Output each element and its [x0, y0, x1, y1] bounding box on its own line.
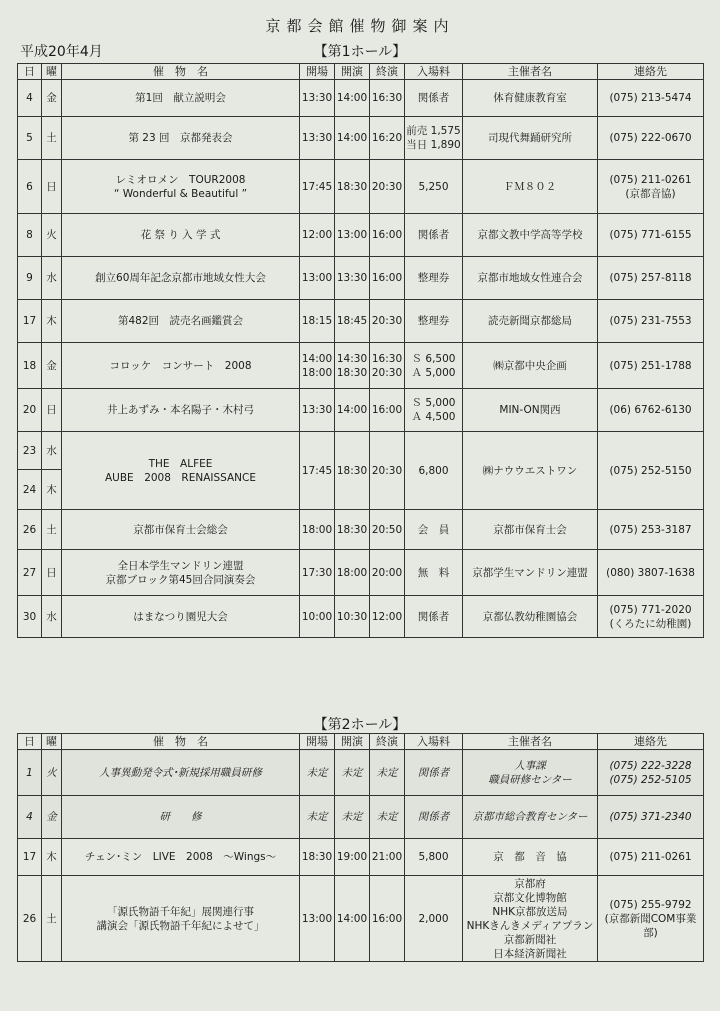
- event-cell: レミオロメン TOUR2008 “ Wonderful & Beautiful ”: [62, 160, 300, 214]
- contact-cell: (075) 253-3187: [598, 510, 704, 550]
- event-cell: THE ALFEE AUBE 2008 RENAISSANCE: [62, 432, 300, 510]
- end-time-cell: 16:30 20:30: [370, 343, 405, 389]
- fee-cell: 関係者: [405, 214, 463, 257]
- day-cell: 24: [18, 470, 42, 510]
- fee-cell: 関係者: [405, 596, 463, 638]
- open-time-cell: 17:45: [300, 432, 335, 510]
- open-time-cell: 13:30: [300, 389, 335, 432]
- table-row: [18, 160, 704, 214]
- organizer-cell: 京 都 音 協: [463, 839, 598, 876]
- header-fee: 入場料: [405, 64, 463, 80]
- table-row: [18, 596, 704, 638]
- open-time-cell: 12:00: [300, 214, 335, 257]
- contact-cell: (075) 371-2340: [598, 796, 704, 839]
- contact-cell: (080) 3807-1638: [598, 550, 704, 596]
- end-time-cell: 16:00: [370, 257, 405, 300]
- table-row: [18, 389, 704, 432]
- contact-cell: (075) 251-1788: [598, 343, 704, 389]
- end-time-cell: 16:20: [370, 117, 405, 160]
- weekday-cell: 水: [42, 432, 62, 470]
- table-row: [18, 550, 704, 596]
- organizer-cell: 読売新聞京都総局: [463, 300, 598, 343]
- event-cell: 「源氏物語千年紀」展関連行事 講演会「源氏物語千年紀によせて」: [62, 876, 300, 962]
- organizer-cell: 京都市地域女性連合会: [463, 257, 598, 300]
- table-row: [18, 300, 704, 343]
- fee-cell: 6,800: [405, 432, 463, 510]
- day-cell: 4: [18, 796, 42, 839]
- organizer-cell: ＦＭ８０２: [463, 160, 598, 214]
- day-cell: 4: [18, 80, 42, 117]
- table-row: [18, 117, 704, 160]
- open-time-cell: 未定: [300, 796, 335, 839]
- start-time-cell: 14:00: [335, 80, 370, 117]
- day-cell: 20: [18, 389, 42, 432]
- fee-cell: 関係者: [405, 750, 463, 796]
- end-time-cell: 未定: [370, 750, 405, 796]
- fee-cell: 整理券: [405, 257, 463, 300]
- open-time-cell: 14:00 18:00: [300, 343, 335, 389]
- contact-cell: (075) 231-7553: [598, 300, 704, 343]
- weekday-cell: 日: [42, 550, 62, 596]
- day-cell: 17: [18, 300, 42, 343]
- header-open: 開場: [300, 734, 335, 750]
- event-cell: はまなつり園児大会: [62, 596, 300, 638]
- open-time-cell: 13:00: [300, 876, 335, 962]
- header-weekday: 曜: [42, 64, 62, 80]
- organizer-cell: 京都学生マンドリン連盟: [463, 550, 598, 596]
- end-time-cell: 20:30: [370, 432, 405, 510]
- weekday-cell: 金: [42, 796, 62, 839]
- end-time-cell: 20:30: [370, 160, 405, 214]
- weekday-cell: 土: [42, 876, 62, 962]
- fee-cell: 2,000: [405, 876, 463, 962]
- contact-cell: (075) 771-6155: [598, 214, 704, 257]
- event-cell: 京都市保育士会総会: [62, 510, 300, 550]
- header-weekday: 曜: [42, 734, 62, 750]
- day-cell: 30: [18, 596, 42, 638]
- header-end: 終演: [370, 734, 405, 750]
- open-time-cell: 18:15: [300, 300, 335, 343]
- contact-cell: (075) 255-9792 (京都新聞COM事業部): [598, 876, 704, 962]
- table-row: [18, 432, 704, 470]
- date-label: 平成20年4月: [20, 44, 103, 60]
- header-end: 終演: [370, 64, 405, 80]
- start-time-cell: 13:30: [335, 257, 370, 300]
- table-row: [18, 214, 704, 257]
- organizer-cell: 京都文教中学高等学校: [463, 214, 598, 257]
- day-cell: 17: [18, 839, 42, 876]
- weekday-cell: 水: [42, 596, 62, 638]
- open-time-cell: 17:45: [300, 160, 335, 214]
- contact-cell: (075) 211-0261 (京都音協): [598, 160, 704, 214]
- weekday-cell: 金: [42, 80, 62, 117]
- header-event: 催 物 名: [62, 734, 300, 750]
- organizer-cell: 人事課 職員研修センター: [463, 750, 598, 796]
- contact-cell: (075) 222-0670: [598, 117, 704, 160]
- event-cell: コロッケ コンサート 2008: [62, 343, 300, 389]
- organizer-cell: 京都市保育士会: [463, 510, 598, 550]
- header-fee: 入場料: [405, 734, 463, 750]
- page-title: 京都会館催物御案内: [265, 17, 455, 35]
- weekday-cell: 木: [42, 300, 62, 343]
- weekday-cell: 土: [42, 510, 62, 550]
- start-time-cell: 18:45: [335, 300, 370, 343]
- organizer-cell: 司現代舞踊研究所: [463, 117, 598, 160]
- start-time-cell: 未定: [335, 750, 370, 796]
- end-time-cell: 21:00: [370, 839, 405, 876]
- start-time-cell: 14:00: [335, 389, 370, 432]
- weekday-cell: 金: [42, 343, 62, 389]
- hall1-table: [17, 63, 704, 638]
- end-time-cell: 16:30: [370, 80, 405, 117]
- event-cell: 第482回 読売名画鑑賞会: [62, 300, 300, 343]
- end-time-cell: 12:00: [370, 596, 405, 638]
- event-cell: 研 修: [62, 796, 300, 839]
- contact-cell: (075) 222-3228 (075) 252-5105: [598, 750, 704, 796]
- organizer-cell: MIN-ON関西: [463, 389, 598, 432]
- end-time-cell: 16:00: [370, 389, 405, 432]
- organizer-cell: 京都市総合教育センター: [463, 796, 598, 839]
- end-time-cell: 20:00: [370, 550, 405, 596]
- weekday-cell: 日: [42, 389, 62, 432]
- start-time-cell: 19:00: [335, 839, 370, 876]
- day-cell: 27: [18, 550, 42, 596]
- open-time-cell: 10:00: [300, 596, 335, 638]
- day-cell: 6: [18, 160, 42, 214]
- contact-cell: (075) 213-5474: [598, 80, 704, 117]
- fee-cell: 関係者: [405, 80, 463, 117]
- table-row: [18, 80, 704, 117]
- fee-cell: 無 料: [405, 550, 463, 596]
- start-time-cell: 18:30: [335, 160, 370, 214]
- fee-cell: 前売 1,575 当日 1,890: [405, 117, 463, 160]
- organizer-cell: ㈱ナウウエストワン: [463, 432, 598, 510]
- table-row: [18, 839, 704, 876]
- event-cell: 全日本学生マンドリン連盟 京都ブロック第45回合同演奏会: [62, 550, 300, 596]
- header-day: 日: [18, 734, 42, 750]
- header-organizer: 主催者名: [463, 734, 598, 750]
- fee-cell: 5,250: [405, 160, 463, 214]
- weekday-cell: 日: [42, 160, 62, 214]
- organizer-cell: 体育健康教育室: [463, 80, 598, 117]
- table-row: [18, 510, 704, 550]
- open-time-cell: 17:30: [300, 550, 335, 596]
- weekday-cell: 木: [42, 839, 62, 876]
- table-header-row: [18, 64, 704, 80]
- start-time-cell: 14:00: [335, 876, 370, 962]
- end-time-cell: 20:50: [370, 510, 405, 550]
- open-time-cell: 13:00: [300, 257, 335, 300]
- weekday-cell: 土: [42, 117, 62, 160]
- open-time-cell: 未定: [300, 750, 335, 796]
- header-start: 開演: [335, 64, 370, 80]
- hall2-label: 【第2ホール】: [313, 717, 407, 733]
- end-time-cell: 未定: [370, 796, 405, 839]
- fee-cell: 会 員: [405, 510, 463, 550]
- day-cell: 26: [18, 876, 42, 962]
- start-time-cell: 13:00: [335, 214, 370, 257]
- day-cell: 18: [18, 343, 42, 389]
- hall2-table: [17, 733, 704, 962]
- hall1-label: 【第1ホール】: [313, 44, 407, 60]
- fee-cell: Ｓ 6,500 Ａ 5,000: [405, 343, 463, 389]
- start-time-cell: 未定: [335, 796, 370, 839]
- day-cell: 8: [18, 214, 42, 257]
- contact-cell: (075) 252-5150: [598, 432, 704, 510]
- contact-cell: (06) 6762-6130: [598, 389, 704, 432]
- organizer-cell: 京都仏教幼稚園協会: [463, 596, 598, 638]
- header-contact: 連絡先: [598, 734, 704, 750]
- weekday-cell: 木: [42, 470, 62, 510]
- open-time-cell: 13:30: [300, 80, 335, 117]
- header-event: 催 物 名: [62, 64, 300, 80]
- header-contact: 連絡先: [598, 64, 704, 80]
- header-organizer: 主催者名: [463, 64, 598, 80]
- table-row: [18, 796, 704, 839]
- header-day: 日: [18, 64, 42, 80]
- start-time-cell: 18:30: [335, 510, 370, 550]
- open-time-cell: 18:30: [300, 839, 335, 876]
- day-cell: 23: [18, 432, 42, 470]
- start-time-cell: 14:30 18:30: [335, 343, 370, 389]
- open-time-cell: 18:00: [300, 510, 335, 550]
- weekday-cell: 水: [42, 257, 62, 300]
- day-cell: 1: [18, 750, 42, 796]
- organizer-cell: 京都府 京都文化博物館 NHK京都放送局 NHKきんきメディアプラン 京都新聞社 日本経済新聞社: [463, 876, 598, 962]
- event-cell: 花 祭 り 入 学 式: [62, 214, 300, 257]
- fee-cell: 整理券: [405, 300, 463, 343]
- weekday-cell: 火: [42, 750, 62, 796]
- start-time-cell: 18:00: [335, 550, 370, 596]
- event-cell: 創立60周年記念京都市地域女性大会: [62, 257, 300, 300]
- end-time-cell: 16:00: [370, 876, 405, 962]
- event-cell: チェン･ミン LIVE 2008 〜Wings〜: [62, 839, 300, 876]
- end-time-cell: 16:00: [370, 214, 405, 257]
- fee-cell: Ｓ 5,000 Ａ 4,500: [405, 389, 463, 432]
- day-cell: 9: [18, 257, 42, 300]
- contact-cell: (075) 771-2020 (くろたに幼稚園): [598, 596, 704, 638]
- event-cell: 第 23 回 京都発表会: [62, 117, 300, 160]
- weekday-cell: 火: [42, 214, 62, 257]
- header-start: 開演: [335, 734, 370, 750]
- table-row: [18, 750, 704, 796]
- contact-cell: (075) 257-8118: [598, 257, 704, 300]
- start-time-cell: 10:30: [335, 596, 370, 638]
- event-cell: 井上あずみ・本名陽子・木村弓: [62, 389, 300, 432]
- organizer-cell: ㈱京都中央企画: [463, 343, 598, 389]
- fee-cell: 関係者: [405, 796, 463, 839]
- end-time-cell: 20:30: [370, 300, 405, 343]
- fee-cell: 5,800: [405, 839, 463, 876]
- header-open: 開場: [300, 64, 335, 80]
- day-cell: 5: [18, 117, 42, 160]
- table-row: [18, 876, 704, 962]
- event-cell: 人事異動発令式･新規採用職員研修: [62, 750, 300, 796]
- event-cell: 第1回 献立説明会: [62, 80, 300, 117]
- table-header-row: [18, 734, 704, 750]
- contact-cell: (075) 211-0261: [598, 839, 704, 876]
- table-row: [18, 257, 704, 300]
- open-time-cell: 13:30: [300, 117, 335, 160]
- day-cell: 26: [18, 510, 42, 550]
- start-time-cell: 18:30: [335, 432, 370, 510]
- table-row: [18, 343, 704, 389]
- start-time-cell: 14:00: [335, 117, 370, 160]
